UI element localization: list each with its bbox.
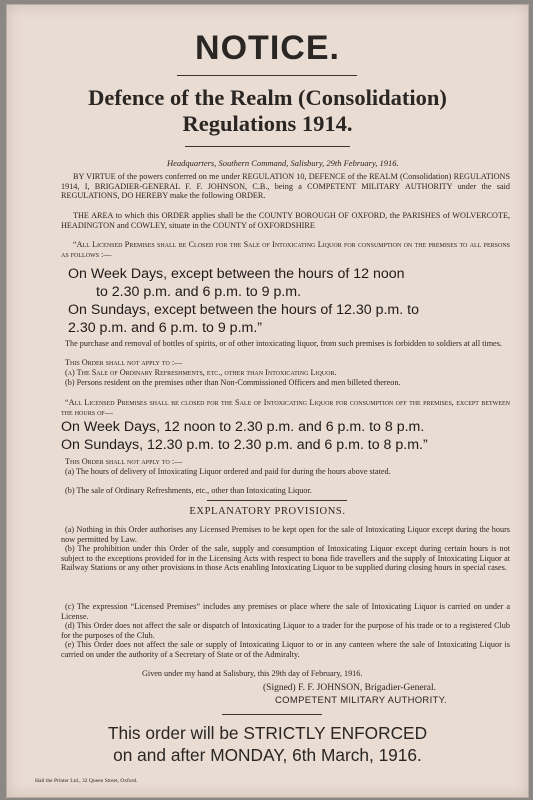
provision-b: (b) The prohibition under this Order of the sale, supply and consumption of Intoxicating Liquor except during certain hours is not subject to the exceptions provided for in the Licensing Acts with respect to bona fide travellers and the supply of Intoxicating Liquor at Railway Stations or any other provisions in those Acts enabling Intoxicating Liquor to be supplied during closing hours in special cases.: [61, 544, 510, 573]
intro-paragraph-3: “All Licensed Premises shall be Closed for the Sale of Intoxicating Liquor for consumption on the premises to all persons as follows :—: [61, 240, 510, 259]
regulation-heading-2: Regulations 1914.: [182, 111, 353, 136]
provision-e: (e) This Order does not affect the sale or supply of Intoxicating Liquor to or in any canteen where the sale of Intoxicating Liquor is carried on under the authority of a Secretary of State or of the Admiralty.: [61, 640, 510, 659]
enforced-line-1: This order will be STRICTLY ENFORCED: [107, 723, 428, 743]
off-hours-line-1: On Week Days, 12 noon to 2.30 p.m. and 6 p.m. to 8 p.m.: [61, 419, 425, 435]
provision-a: (a) Nothing in this Order authorises any Licensed Premises to be kept open for the sale of Intoxicating Liquor except during the hours now permitted by Law.: [61, 525, 510, 544]
rule-top: [177, 75, 357, 76]
hours-line-4: 2.30 p.m. and 6 p.m. to 9 p.m.”: [68, 320, 262, 336]
hours-line-1: On Week Days, except between the hours of 12 noon: [68, 266, 405, 282]
off-premises-paragraph: “All Licensed Premises shall be closed for the Sale of Intoxicating Liquor for consumption off the premises, except between the hours of—: [61, 398, 510, 417]
rule-heading: [185, 146, 350, 147]
enforced-line-2: on and after MONDAY, 6th March, 1916.: [113, 745, 422, 765]
not-apply-heading-1: This Order shall not apply to :—: [65, 358, 183, 367]
exception-2a: (a) The hours of delivery of Intoxicating Liquor ordered and paid for during the hours above stated.: [65, 467, 391, 476]
intro-paragraph-2: THE AREA to which this ORDER applies shall be the COUNTY BOROUGH OF OXFORD, the PARISHES of WOLVERCOTE, HEADINGTON and COWLEY, situate in the COUNTY of OXFORDSHIRE: [61, 211, 510, 230]
signature-line: (Signed) F. F. JOHNSON, Brigadier-General.: [263, 683, 436, 693]
exception-b: (b) Persons resident on the premises other than Non-Commissioned Officers and men billeted thereon.: [65, 378, 401, 387]
purchase-paragraph: The purchase and removal of bottles of spirits, or of other intoxicating liquor, from such premises is forbidden to soldiers at all times.: [65, 339, 502, 348]
dateline: Headquarters, Southern Command, Salisbury, 29th February, 1916.: [167, 158, 399, 168]
provision-c: (c) The expression “Licensed Premises” includes any premises or place where the sale of Intoxicating Liquor is carried on under a License.: [61, 602, 510, 621]
notice-title: NOTICE.: [195, 29, 340, 67]
hours-line-3: On Sundays, except between the hours of 12.30 p.m. to: [68, 302, 419, 318]
notice-poster: [6, 4, 529, 798]
authority-line: COMPETENT MILITARY AUTHORITY.: [275, 695, 447, 706]
provision-d: (d) This Order does not affect the sale or dispatch of Intoxicating Liquor to a trader for the purpose of his trade or to a registered Club for the purposes of the Club.: [61, 621, 510, 640]
off-hours-line-2: On Sundays, 12.30 p.m. to 2.30 p.m. and 6 p.m. to 8 p.m.”: [61, 437, 428, 453]
intro-paragraph-1: BY VIRTUE of the powers conferred on me under REGULATION 10, DEFENCE of the REALM (Consolidation) REGULATIONS 1914, I, BRIGADIER-GENERAL F. F. JOHNSON, C.B., being a COMPETENT MILITARY AUTHORITY under the said REGULATIONS, DO HEREBY make the following ORDER.: [61, 172, 510, 201]
explanatory-title: EXPLANATORY PROVISIONS.: [189, 506, 346, 517]
not-apply-heading-2: This Order shall not apply to :—: [65, 457, 183, 466]
exception-a: (a) The Sale of Ordinary Refreshments, etc., other than Intoxicating Liquor.: [65, 368, 337, 377]
exception-2b: (b) The sale of Ordinary Refreshments, etc., other than Intoxicating Liquor.: [65, 486, 312, 495]
hours-line-2: to 2.30 p.m. and 6 p.m. to 9 p.m.: [96, 284, 302, 300]
given-line: Given under my hand at Salisbury, this 29th day of February, 1916.: [142, 669, 363, 678]
rule-bottom: [222, 714, 322, 715]
printer-imprint: Hall the Printer Ltd., 32 Queen Street, Oxford.: [35, 778, 138, 784]
regulation-heading-1: Defence of the Realm (Consolidation): [88, 85, 447, 110]
rule-explanatory: [207, 500, 347, 501]
